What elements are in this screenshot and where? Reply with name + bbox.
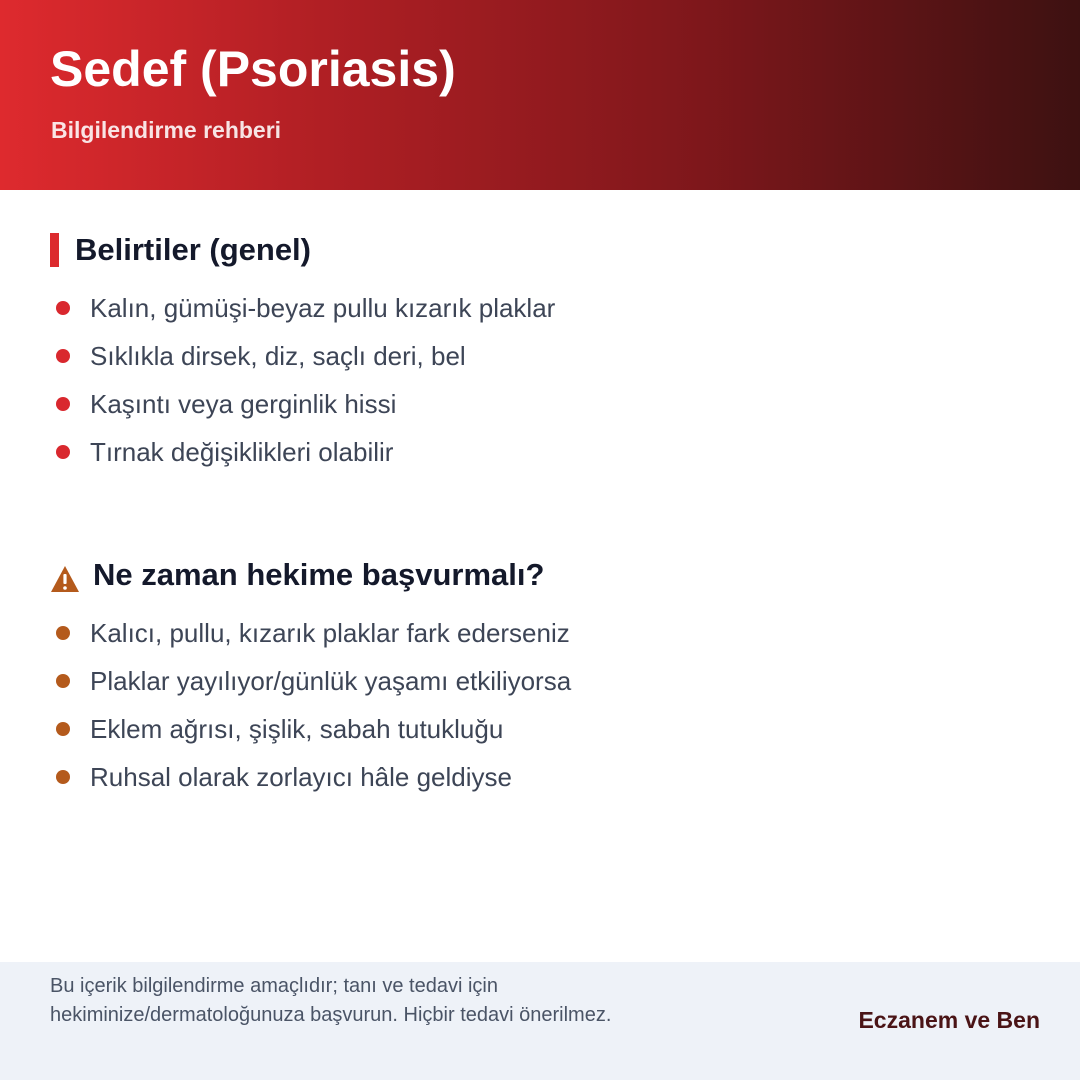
- list-item: [56, 284, 555, 332]
- list-item: [56, 609, 571, 657]
- list-item: [56, 753, 571, 801]
- page-subtitle: Bilgilendirme rehberi: [51, 117, 282, 143]
- page-title: Sedef (Psoriasis): [50, 41, 456, 97]
- symptoms-list: [56, 284, 555, 476]
- disclaimer-line: Bu içerik bilgilendirme amaçlıdır; tanı ve tedavi için: [50, 975, 498, 997]
- list-item-text: Sıklıkla dirsek, diz, saçlı deri, bel: [90, 340, 466, 371]
- list-item-text: Kalıcı, pullu, kızarık plaklar fark ederseniz: [90, 617, 570, 648]
- disclaimer-line: hekiminize/dermatoloğunuza başvurun. Hiçbir tedavi önerilmez.: [50, 1004, 612, 1026]
- doctor-list: [56, 609, 571, 801]
- bullet-dot-icon: [56, 349, 70, 363]
- doctor-heading: [50, 555, 544, 595]
- list-item-text: Eklem ağrısı, şişlik, sabah tutukluğu: [90, 713, 504, 744]
- list-item: [56, 380, 555, 428]
- list-item-text: Kaşıntı veya gerginlik hissi: [90, 388, 397, 419]
- header-banner: [0, 0, 1080, 190]
- list-item-text: Tırnak değişiklikleri olabilir: [90, 436, 394, 467]
- bullet-dot-icon: [56, 722, 70, 736]
- bullet-dot-icon: [56, 445, 70, 459]
- bullet-dot-icon: [56, 397, 70, 411]
- doctor-title: Ne zaman hekime başvurmalı?: [93, 557, 545, 592]
- bullet-dot-icon: [56, 770, 70, 784]
- list-item: [56, 657, 571, 705]
- bullet-dot-icon: [56, 674, 70, 688]
- symptoms-title: Belirtiler (genel): [75, 232, 311, 267]
- list-item: [56, 705, 571, 753]
- warning-icon: [50, 564, 80, 594]
- bullet-dot-icon: [56, 301, 70, 315]
- list-item: [56, 332, 555, 380]
- bullet-dot-icon: [56, 626, 70, 640]
- accent-bar-icon: [50, 233, 59, 267]
- disclaimer: [50, 972, 750, 1030]
- list-item-text: Ruhsal olarak zorlayıcı hâle geldiyse: [90, 761, 512, 792]
- list-item: [56, 428, 555, 476]
- list-item-text: Kalın, gümüşi-beyaz pullu kızarık plaklar: [90, 292, 556, 323]
- footer: [0, 962, 1080, 1080]
- list-item-text: Plaklar yayılıyor/günlük yaşamı etkiliyorsa: [90, 665, 572, 696]
- brand-name: Eczanem ve Ben: [858, 1007, 1040, 1033]
- symptoms-heading: [50, 230, 311, 270]
